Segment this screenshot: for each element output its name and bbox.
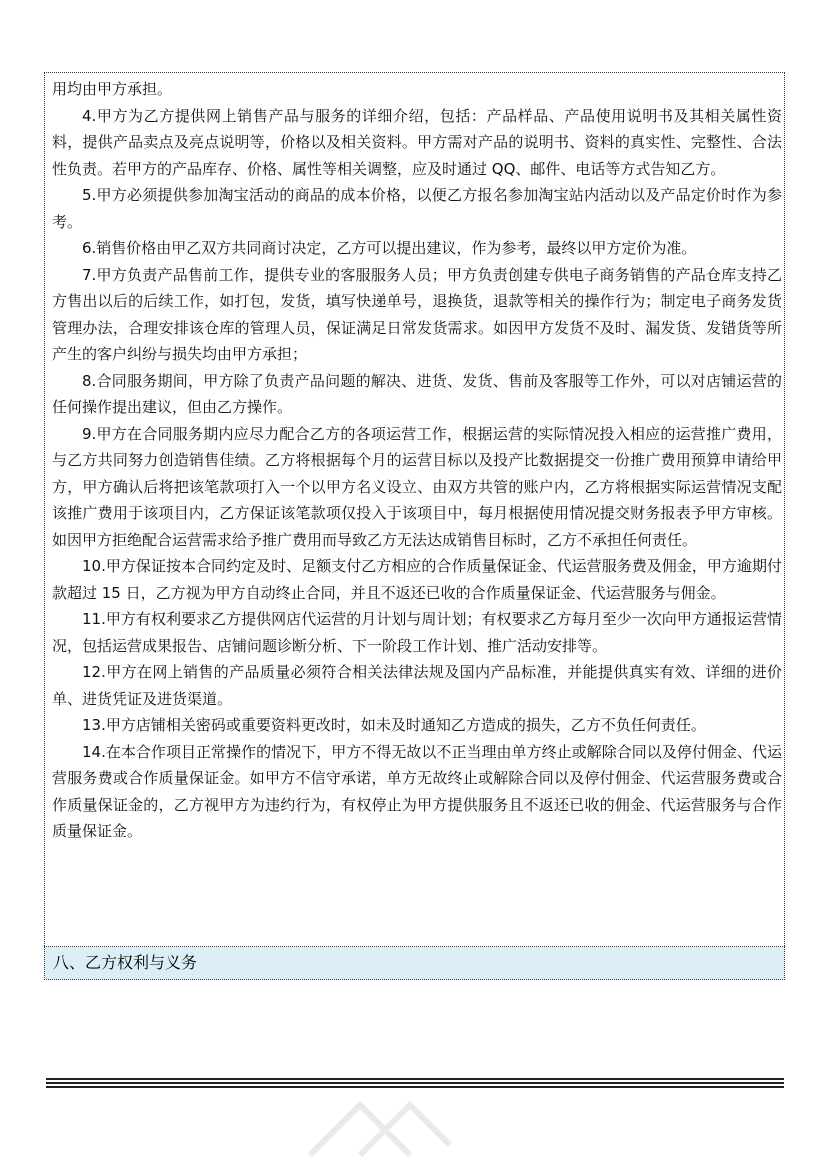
clause-10: 10.甲方保证按本合同约定及时、足额支付乙方相应的合作质量保证金、代运营服务费及佣金，甲方逾期付款超过 15 日，乙方视为甲方自动终止合同，并且不返还已收的合作质量保证金、代运营服务与佣金。 (52, 557, 782, 602)
clause-5: 5.甲方必须提供参加淘宝活动的商品的成本价格，以便乙方报名参加淘宝站内活动以及产品定价时作为参考。 (52, 186, 782, 231)
watermark-icon (300, 1095, 460, 1165)
clause-13: 13.甲方店铺相关密码或重要资料更改时，如未及时通知乙方造成的损失，乙方不负任何责任。 (82, 716, 706, 734)
clause-12: 12.甲方在网上销售的产品质量必须符合相关法律法规及国内产品标准，并能提供真实有效、详细的进价单、进货凭证及进货渠道。 (52, 663, 782, 708)
clause-14: 14.在本合作项目正常操作的情况下，甲方不得无故以不正当理由单方终止或解除合同以及停付佣金、代运营服务费或合作质量保证金。如甲方不信守承诺，单方无故终止或解除合同以及停付佣金、代运营服务费或合作质量保证金的，乙方视甲方为违约行为，有权停止为甲方提供服务且不返还已收的佣金、代运营服务与合作质量保证金。 (52, 742, 782, 840)
clause-8: 8.合同服务期间，甲方除了负责产品问题的解决、进货、发货、售前及客服等工作外，可以对店铺运营的任何操作提出建议，但由乙方操作。 (52, 371, 782, 416)
clause-6: 6.销售价格由甲乙双方共同商讨决定，乙方可以提出建议，作为参考，最终以甲方定价为准。 (82, 239, 697, 257)
clause-9: 9.甲方在合同服务期内应尽力配合乙方的各项运营工作，根据运营的实际情况投入相应的运营推广费用，与乙方共同努力创造销售佳绩。乙方将根据每个月的运营目标以及投产比数据提交一份推广费用预算申请给甲方，甲方确认后将把该笔款项打入一个以甲方名义设立、由双方共管的账户内，乙方将根据实际运营情况支配该推广费用于该项目内，乙方保证该笔款项仅投入于该项目中，每月根据使用情况提交财务报表予甲方审核。如因甲方拒绝配合运营需求给予推广费用而导致乙方无法达成销售目标时，乙方不承担任何责任。 (52, 424, 782, 549)
clause-4: 4.甲方为乙方提供网上销售产品与服务的详细介绍，包括：产品样品、产品使用说明书及其相关属性资料，提供产品卖点及亮点说明等，价格以及相关资料。甲方需对产品的说明书、资料的真实性、完整性、合法性负责。若甲方的产品库存、价格、属性等相关调整，应及时通过 QQ、邮件、电话等方式告知乙方。 (52, 106, 782, 178)
clause-continuation: 用均由甲方承担。 (52, 80, 173, 98)
section-heading: 八、乙方权利与义务 (45, 947, 784, 979)
footer-rule-top (46, 1078, 784, 1080)
contract-clauses (52, 76, 782, 845)
clause-7: 7.甲方负责产品售前工作，提供专业的客服服务人员；甲方负责创建专供电子商务销售的产品仓库支持乙方售出以后的后续工作，如打包，发货，填写快递单号，退换货，退款等相关的操作行为；制定电子商务发货管理办法，合理安排该仓库的管理人员，保证满足日常发货需求。如因甲方发货不及时、漏发货、发错货等所产生的客户纠纷与损失均由甲方承担； (52, 265, 782, 363)
clause-11: 11.甲方有权利要求乙方提供网店代运营的月计划与周计划；有权要求乙方每月至少一次向甲方通报运营情况，包括运营成果报告、店铺问题诊断分析、下一阶段工作计划、推广活动安排等。 (52, 610, 782, 655)
footer-rule-bottom (46, 1086, 784, 1088)
footer-rule-middle (46, 1082, 784, 1084)
